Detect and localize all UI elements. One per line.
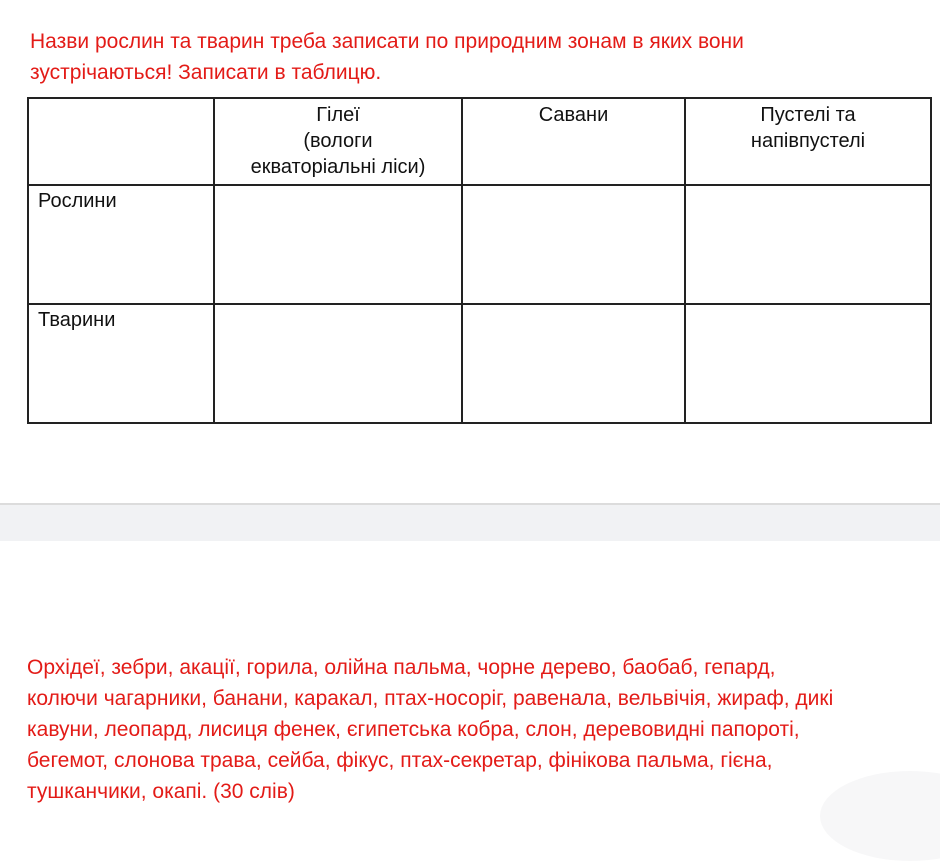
- cell-animals-deserts[interactable]: [685, 304, 931, 423]
- header-hylaea-line-3: екваторіальні ліси): [250, 156, 426, 178]
- cell-plants-hylaea[interactable]: [214, 185, 462, 304]
- header-deserts-line-1: Пустелі та: [760, 104, 856, 126]
- row-label-animals: Тварини: [28, 304, 214, 423]
- task-line-1: Назви рослин та тварин треба записати по природним зонам в яких вони: [30, 30, 744, 53]
- cell-plants-deserts[interactable]: [685, 185, 931, 304]
- cell-animals-hylaea[interactable]: [214, 304, 462, 423]
- zones-table: [27, 97, 932, 424]
- header-cell-hylaea: [214, 98, 462, 185]
- header-cell-savannas: [462, 98, 685, 185]
- cell-plants-savannas[interactable]: [462, 185, 685, 304]
- cell-animals-savannas[interactable]: [462, 304, 685, 423]
- word-list-line-3: кавуни, леопард, лисиця фенек, єгипетська кобра, слон, деревовидні папороті,: [27, 718, 800, 741]
- header-cell-empty: [28, 98, 214, 185]
- task-line-2: зустрічаються! Записати в таблицю.: [30, 61, 382, 84]
- word-list-line-5: тушканчики, окапі. (30 слів): [27, 780, 295, 803]
- word-list-line-1: Орхідеї, зебри, акації, горила, олійна пальма, чорне дерево, баобаб, гепард,: [27, 656, 776, 679]
- word-list-line-4: бегемот, слонова трава, сейба, фікус, птах-секретар, фінікова пальма, гієна,: [27, 749, 773, 772]
- table-header-row: [28, 98, 931, 185]
- header-deserts-line-2: напівпустелі: [750, 130, 866, 152]
- header-hylaea-line-1: Гілеї: [316, 104, 360, 126]
- word-list: [27, 652, 927, 807]
- task-instruction: [30, 26, 910, 88]
- header-cell-deserts: [685, 98, 931, 185]
- table-row-animals: [28, 304, 931, 423]
- word-list-line-2: колючи чагарники, банани, каракал, птах-носоріг, равенала, вельвічія, жираф, дикі: [27, 687, 834, 710]
- table-row-plants: [28, 185, 931, 304]
- header-savannas-label: Савани: [538, 104, 609, 126]
- header-hylaea-line-2: (вологи: [303, 130, 373, 152]
- row-label-plants: Рослини: [28, 185, 214, 304]
- page-divider: [0, 503, 940, 541]
